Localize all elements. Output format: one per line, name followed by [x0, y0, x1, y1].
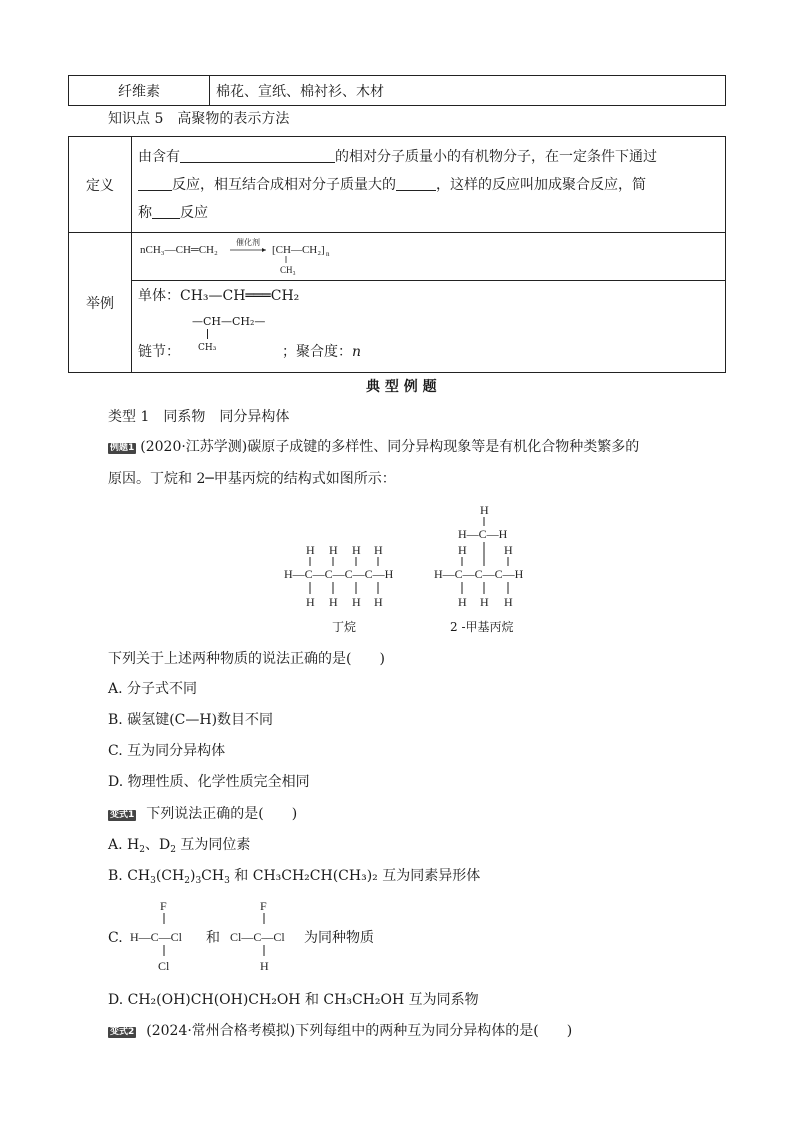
dichlorofluoromethane-structure-2 — [228, 896, 308, 976]
svg-text:H: H — [480, 595, 489, 609]
svg-text:nCH₃—CH═CH₂: nCH₃—CH═CH₂ — [140, 243, 218, 256]
fiber-table — [68, 75, 726, 106]
knowledge-heading: 知识点 5 高聚物的表示方法 — [108, 111, 290, 127]
example1-tag: 例题1 — [110, 443, 135, 453]
variant1-option-b: B. $CH_3(CH_2)_3CH_3$ 和 CH₃CH₂CH(CH₃)₂ 互为同素异形体 — [108, 868, 481, 886]
definition-label: 定义 — [69, 137, 132, 233]
butane-caption: 丁烷 — [332, 620, 357, 634]
blank-1 — [180, 148, 335, 163]
variant2-tag: 变式2 — [110, 1027, 135, 1037]
chain-methyl: CH₃ — [198, 343, 217, 353]
chain-unit-top: —CH—CH₂— — [192, 315, 266, 328]
example1-option-c: C. 互为同分异构体 — [108, 743, 226, 759]
isobutane-caption: 2 -甲基丙烷 — [450, 620, 514, 634]
svg-text:H: H — [306, 543, 315, 557]
svg-text:H: H — [329, 595, 338, 609]
svg-text:CH₃: CH₃ — [280, 264, 296, 275]
example1-option-d: D. 物理性质、化学性质完全相同 — [108, 774, 310, 790]
section-title: 典 型 例 题 — [366, 379, 437, 395]
svg-text:n: n — [326, 249, 330, 258]
degree-value: n — [352, 344, 362, 360]
monomer-cell — [132, 281, 726, 373]
blank-4 — [152, 204, 180, 219]
example1-option-b: B. 碳氢键(C—H)数目不同 — [108, 712, 274, 728]
variant2-line: 变式2 (2024·常州合格考模拟)下列每组中的两种互为同分异构体的是( ) — [110, 1023, 573, 1039]
blank-2 — [138, 176, 172, 191]
svg-text:H: H — [504, 543, 513, 557]
svg-text:H: H — [374, 543, 383, 557]
reaction-cell — [132, 233, 726, 281]
butane-structure — [280, 538, 410, 618]
svg-text:H—C—H: H—C—H — [458, 527, 508, 541]
polymerization-equation — [138, 237, 398, 277]
example1-question: 下列关于上述两种物质的说法正确的是( ) — [108, 651, 385, 667]
chain-bond — [207, 329, 208, 339]
polymer-table — [68, 136, 726, 373]
svg-text:[CH—CH₂]: [CH—CH₂] — [272, 243, 325, 256]
svg-text:H: H — [480, 503, 489, 517]
svg-text:H—C—C—C—C—H: H—C—C—C—C—H — [284, 567, 394, 581]
variant1-tag: 变式1 — [110, 810, 135, 820]
variant1-option-d: D. CH₂(OH)CH(OH)CH₂OH 和 CH₃CH₂OH 互为同系物 — [108, 992, 479, 1008]
example1-line1: 例题1 (2020·江苏学测)碳原子成键的多样性、同分异构现象等是有机化合物种类繁多的 — [110, 439, 640, 455]
variant1-line: 变式1 下列说法正确的是( ) — [110, 806, 298, 822]
dichlorofluoromethane-structure-1 — [128, 896, 208, 976]
fiber-label: 纤维素 — [69, 76, 210, 106]
monomer-label: 单体： — [138, 288, 180, 304]
svg-text:Cl: Cl — [158, 959, 170, 973]
example1-option-a: A. 分子式不同 — [108, 681, 198, 697]
svg-text:Cl—C—Cl: Cl—C—Cl — [230, 930, 285, 944]
svg-text:H—C—Cl: H—C—Cl — [130, 930, 183, 944]
svg-text:H: H — [260, 959, 269, 973]
butane-atoms — [284, 543, 394, 609]
variant1-option-c-and: 和 — [206, 930, 220, 946]
blank-3 — [396, 176, 436, 191]
svg-text:H: H — [458, 595, 467, 609]
svg-text:H: H — [329, 543, 338, 557]
svg-text:F: F — [260, 899, 267, 913]
variant1-option-a: A. $H_2$、$D_2$ 互为同位素 — [108, 837, 251, 855]
fiber-value: 棉花、宣纸、棉衬衫、木材 — [210, 76, 726, 106]
example1-line2: 原因。丁烷和 2─甲基丙烷的结构式如图所示： — [108, 471, 396, 487]
chain-label: 链节： — [138, 344, 180, 360]
svg-text:H: H — [374, 595, 383, 609]
svg-text:H—C—C—C—H: H—C—C—C—H — [434, 567, 524, 581]
example-label: 举例 — [69, 233, 132, 373]
type1-heading: 类型 1 同系物 同分异构体 — [108, 409, 290, 425]
svg-text:H: H — [504, 595, 513, 609]
monomer-formula: CH₃—CH═══CH₂ — [180, 288, 300, 304]
definition-cell: 由含有 的相对分子质量小的有机物分子，在一定条件下通过 反应，相互结合成相对分子质量大的 ，这样的反应叫加成聚合反应，简 称 反应 — [132, 137, 726, 233]
svg-text:H: H — [458, 543, 467, 557]
svg-text:H: H — [306, 595, 315, 609]
isobutane-structure — [432, 500, 552, 616]
svg-text:H: H — [352, 595, 361, 609]
variant1-option-c-end: 为同种物质 — [304, 930, 374, 946]
degree-label: ；聚合度： — [282, 344, 352, 360]
svg-text:F: F — [160, 899, 167, 913]
svg-text:催化剂: 催化剂 — [236, 237, 260, 247]
variant1-option-c-label: C. — [108, 930, 123, 946]
svg-text:H: H — [352, 543, 361, 557]
